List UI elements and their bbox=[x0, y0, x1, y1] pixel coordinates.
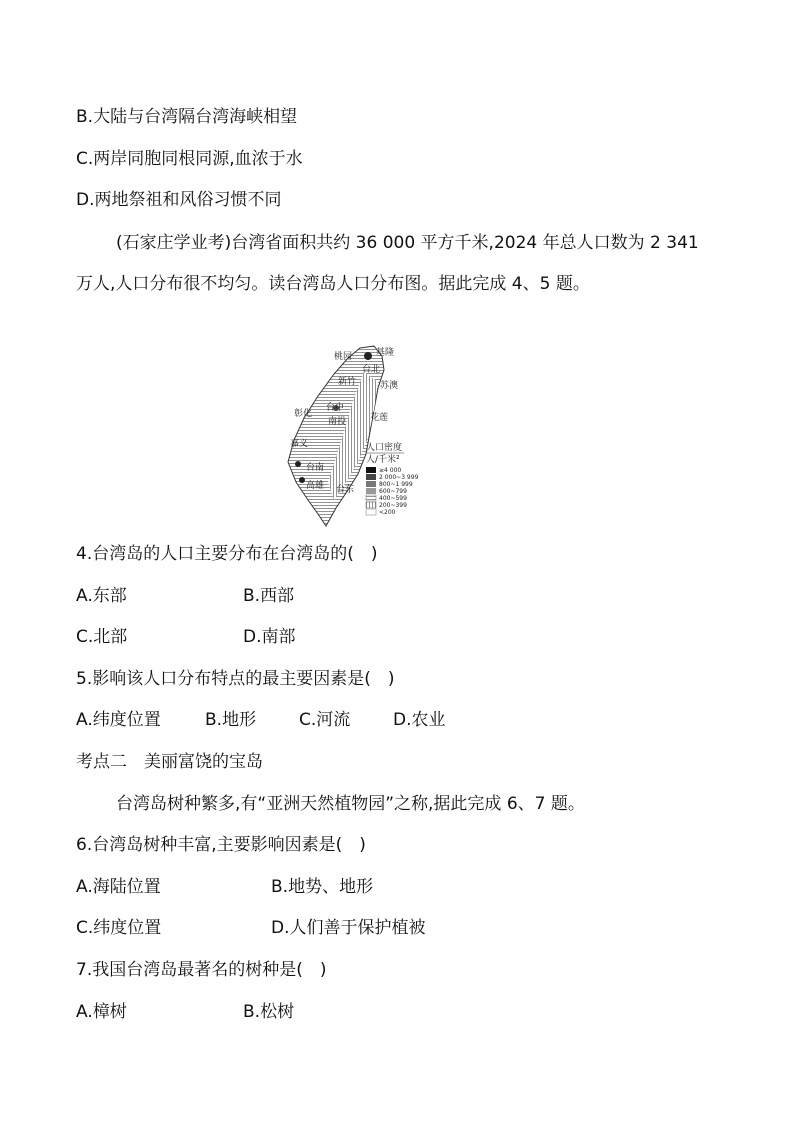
city-label: 台东 bbox=[336, 485, 355, 495]
dense-spot-tainan bbox=[295, 461, 301, 467]
q5-option-b[interactable]: B.地形 bbox=[205, 710, 257, 730]
dense-spot-taipei bbox=[364, 352, 372, 360]
city-label: 南投 bbox=[328, 417, 347, 427]
svg-text:200~399: 200~399 bbox=[379, 502, 407, 509]
city-label: 彰化 bbox=[294, 409, 313, 419]
city-label: 苏澳 bbox=[380, 381, 399, 391]
legend-unit: 人/千米² bbox=[366, 455, 400, 465]
q5-option-c[interactable]: C.河流 bbox=[299, 710, 351, 730]
svg-text:≥4 000: ≥4 000 bbox=[379, 467, 402, 474]
intro-paragraph-line-2: 万人,人口分布很不均匀。读台湾岛人口分布图。据此完成 4、5 题。 bbox=[76, 274, 590, 294]
intro-paragraph-3: 台湾岛树种繁多,有“亚洲天然植物园”之称,据此完成 6、7 题。 bbox=[116, 794, 585, 814]
q4-option-c[interactable]: C.北部 bbox=[76, 627, 128, 647]
q6-option-b[interactable]: B.地势、地形 bbox=[271, 877, 374, 897]
q7-option-a[interactable]: A.樟树 bbox=[76, 1002, 127, 1022]
dense-spot-kaohsiung bbox=[299, 477, 305, 483]
city-label: 桃园 bbox=[334, 352, 353, 362]
question-4-stem: 4.台湾岛的人口主要分布在台湾岛的( ) bbox=[76, 544, 378, 564]
city-label: 台南 bbox=[306, 463, 325, 473]
section-heading: 考点二 美丽富饶的宝岛 bbox=[76, 752, 263, 772]
city-label: 新竹 bbox=[338, 377, 357, 387]
svg-text:800~1 999: 800~1 999 bbox=[379, 481, 413, 488]
q7-option-b[interactable]: B.松树 bbox=[243, 1002, 295, 1022]
q4-option-d[interactable]: D.南部 bbox=[243, 627, 296, 647]
city-label: 基隆 bbox=[376, 348, 395, 358]
q4-option-a[interactable]: A.东部 bbox=[76, 586, 127, 606]
q5-option-d[interactable]: D.农业 bbox=[393, 710, 446, 730]
b-option-line: B.大陆与台湾隔台湾海峡相望 bbox=[76, 107, 298, 127]
question-6-stem: 6.台湾岛树种丰富,主要影响因素是( ) bbox=[76, 835, 366, 855]
q6-option-d[interactable]: D.人们善于保护植被 bbox=[271, 918, 426, 938]
question-7-stem: 7.我国台湾岛最著名的树种是( ) bbox=[76, 960, 327, 980]
question-5-stem: 5.影响该人口分布特点的最主要因素是( ) bbox=[76, 669, 395, 689]
q6-option-a[interactable]: A.海陆位置 bbox=[76, 877, 161, 897]
svg-text:<200: <200 bbox=[379, 509, 396, 516]
taiwan-population-map bbox=[278, 312, 438, 528]
city-label: 台北 bbox=[362, 365, 381, 375]
legend bbox=[366, 467, 419, 516]
q5-option-a[interactable]: A.纬度位置 bbox=[76, 710, 161, 730]
city-label: 花莲 bbox=[370, 413, 389, 423]
intro-paragraph-line-1: (石家庄学业考)台湾省面积共约 36 000 平方千米,2024 年总人口数为 2 341 bbox=[116, 233, 699, 253]
c-option-line: C.两岸同胞同根同源,血浓于水 bbox=[76, 149, 303, 169]
city-label: 高雄 bbox=[306, 481, 325, 491]
q6-option-c[interactable]: C.纬度位置 bbox=[76, 918, 162, 938]
svg-text:600~799: 600~799 bbox=[379, 488, 407, 495]
d-option-line: D.两地祭祖和风俗习惯不同 bbox=[76, 190, 282, 210]
svg-text:2 000~3 999: 2 000~3 999 bbox=[379, 474, 419, 481]
q4-option-b[interactable]: B.西部 bbox=[243, 586, 295, 606]
legend-title: 人口密度 bbox=[366, 443, 403, 453]
svg-text:400~599: 400~599 bbox=[379, 495, 407, 502]
city-label: 台中 bbox=[326, 403, 345, 413]
city-label: 嘉义 bbox=[290, 439, 309, 449]
